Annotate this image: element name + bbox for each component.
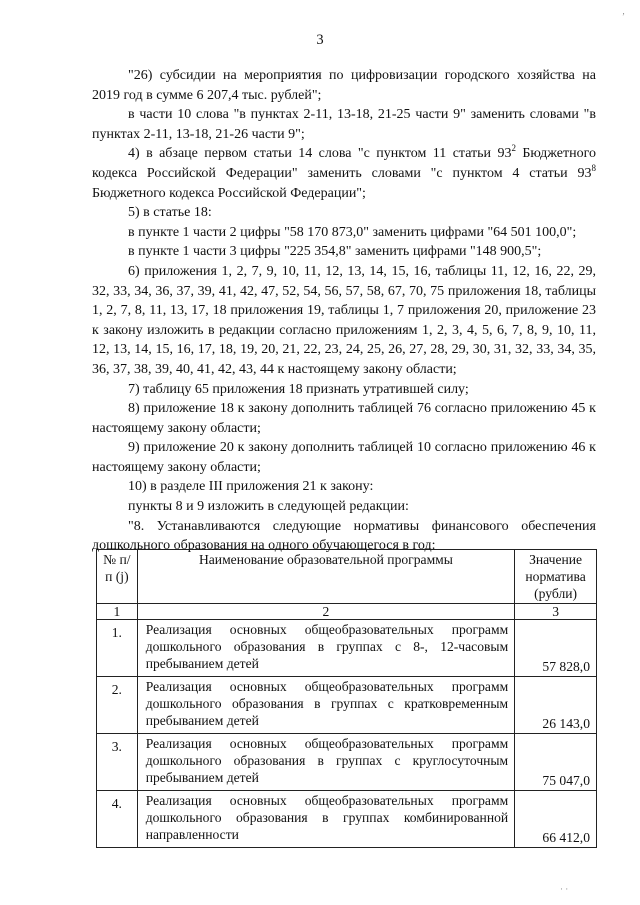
paragraph-item-10: 10) в разделе III приложения 21 к закону: bbox=[128, 479, 374, 495]
row-program-name: Реализация основных общеобразовательных программ дошкольного образования в группах с 8-, 12-часовым пребыванием детей bbox=[137, 620, 514, 677]
paragraph-point-1-part-3: в пункте 1 части 3 цифры "225 354,8" заменить цифрами "148 900,5"; bbox=[128, 244, 542, 260]
superscript-2: 2 bbox=[511, 143, 516, 154]
header-number: № п/п (j) bbox=[97, 550, 138, 604]
index-cell-2: 2 bbox=[137, 604, 514, 620]
header-norm-value: Значение норматива (рубли) bbox=[515, 550, 597, 604]
header-program-name: Наименование образовательной программы bbox=[137, 550, 514, 604]
table-row bbox=[97, 620, 597, 677]
row-number: 2. bbox=[97, 677, 138, 734]
paragraph-item-8: 8) приложение 18 к закону дополнить таблицей 76 согласно приложению 45 к настоящему закону области; bbox=[92, 401, 596, 436]
paragraph-norms-intro: "8. Устанавливаются следующие нормативы финансового обеспечения дошкольного образования на одного обучающегося в год: bbox=[92, 518, 596, 554]
page-number: 3 bbox=[316, 32, 324, 48]
row-program-name: Реализация основных общеобразовательных программ дошкольного образования в группах с кратковременным пребыванием детей bbox=[137, 677, 514, 734]
row-number: 4. bbox=[97, 791, 138, 848]
paragraph-item-9: 9) приложение 20 к закону дополнить таблицей 10 согласно приложению 46 к настоящему закону области; bbox=[92, 440, 596, 475]
paragraph-article-14 bbox=[92, 144, 596, 203]
index-cell-1: 1 bbox=[97, 604, 138, 620]
row-norm-value: 57 828,0 bbox=[515, 620, 597, 677]
paragraph-item-6: 6) приложения 1, 2, 7, 9, 10, 11, 12, 13, 14, 15, 16, таблицы 11, 12, 16, 22, 29, 32, 33, 34, 36, 37, 39, 41, 42, 47, 52, 54, 56, 57, 58, 67, 70, 75 приложения 18, таблицы 1, 2, 7, 8, 11, 13, 17, 18 приложения 19, таблицы 1, 7 приложения 20, приложение 23 к закону изложить в редакции согласно приложениям 1, 2, 3, 4, 5, 6, 7, 8, 9, 10, 11, 12, 13, 14, 15, 16, 17, 18, 19, 20, 21, 22, 23, 24, 25, 26, 27, 28, 29, 30, 31, 32, 33, 34, 35, 36, 37, 38, 39, 40, 41, 42, 43, 44 к настоящему закону области; bbox=[92, 263, 596, 377]
paragraph-item-7: 7) таблицу 65 приложения 18 признать утратившей силу; bbox=[128, 381, 469, 397]
body-text bbox=[92, 66, 596, 556]
table-row bbox=[97, 791, 597, 848]
row-program-name: Реализация основных общеобразовательных программ дошкольного образования в группах с круглосуточным пребыванием детей bbox=[137, 734, 514, 791]
paragraph-points-8-9: пункты 8 и 9 изложить в следующей редакции: bbox=[128, 499, 409, 515]
paragraph-subsidy-26: "26) субсидии на мероприятия по цифровизации городского хозяйства на 2019 год в сумме 6 207,4 тыс. рублей"; bbox=[92, 68, 596, 103]
paragraph-article-18: 5) в статье 18: bbox=[128, 205, 212, 221]
norms-table bbox=[96, 549, 597, 848]
paragraph-article-14-part-b: Бюджетного кодекса Российской Федерации" заменить словами "с пунктом 4 статьи 93 bbox=[92, 146, 596, 181]
paragraph-article-14-part-c: Бюджетного кодекса Российской Федерации"; bbox=[92, 185, 366, 201]
row-norm-value: 75 047,0 bbox=[515, 734, 597, 791]
paragraph-point-1-part-2: в пункте 1 части 2 цифры "58 170 873,0" заменить цифрами "64 501 100,0"; bbox=[128, 224, 577, 240]
table-row bbox=[97, 734, 597, 791]
table-header-row bbox=[97, 550, 597, 604]
paragraph-part-10: в части 10 слова "в пунктах 2-11, 13-18, 21-25 части 9" заменить словами "в пунктах 2-11, 13-18, 21-26 части 9"; bbox=[92, 107, 596, 142]
table-row bbox=[97, 677, 597, 734]
table-index-row bbox=[97, 604, 597, 620]
paragraph-article-14-part-a: 4) в абзаце первом статьи 14 слова "с пунктом 11 статьи 93 bbox=[128, 146, 512, 162]
scan-mark-top: ‚ bbox=[622, 6, 625, 16]
index-cell-3: 3 bbox=[515, 604, 597, 620]
row-norm-value: 66 412,0 bbox=[515, 791, 597, 848]
row-number: 1. bbox=[97, 620, 138, 677]
superscript-8: 8 bbox=[591, 162, 596, 173]
row-number: 3. bbox=[97, 734, 138, 791]
row-norm-value: 26 143,0 bbox=[515, 677, 597, 734]
row-program-name: Реализация основных общеобразовательных программ дошкольного образования в группах комбинированной направленности bbox=[137, 791, 514, 848]
scan-mark-bottom: · · bbox=[560, 884, 569, 894]
